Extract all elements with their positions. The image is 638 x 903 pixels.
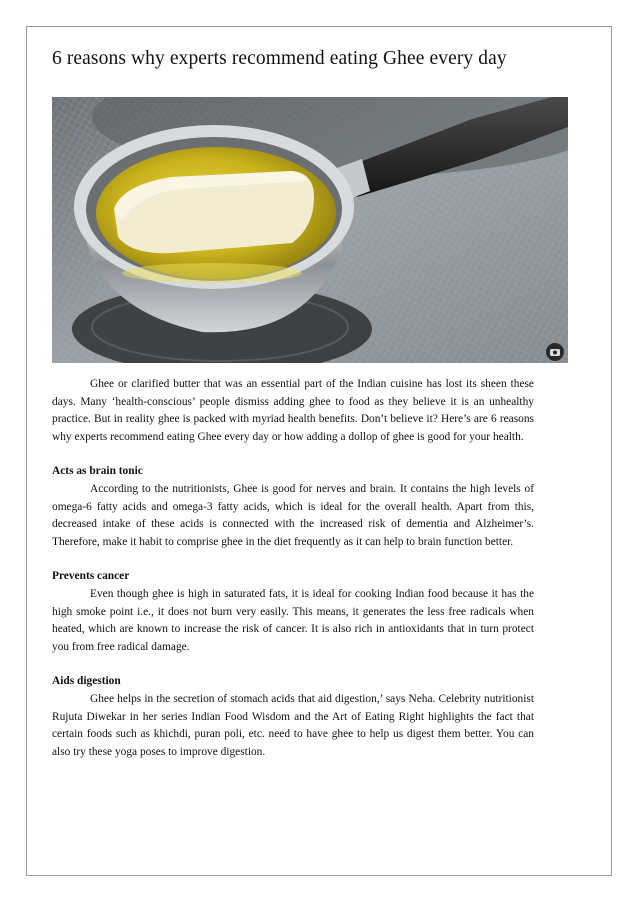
section-body-brain-tonic: According to the nutritionists, Ghee is good for nerves and brain. It contains the high levels of omega-6 fatty acids and omega-3 fatty acids, which is ideal for the overall health. Apart from this, decreased intake of these acids is connected with the increased risk of dementia and Alzheimer’s. Therefore, make it habit to comprise ghee in the diet frequently as it can help to brain function better.: [52, 482, 534, 548]
section-heading-prevents-cancer: Prevents cancer: [52, 570, 130, 583]
document-header: [52, 48, 534, 70]
section-heading-aids-digestion: Aids digestion: [52, 675, 121, 688]
section-body-prevents-cancer: Even though ghee is high in saturated fats, it is ideal for cooking Indian food because it has the high smoke point i.e., it does not burn very easily. This means, it generates the less free radicals when heated, which are known to increase the risk of cancer. It is also rich in antioxidants that in turn protect you from free radical damage.: [52, 587, 534, 653]
article-body: [52, 376, 534, 761]
page-title: 6 reasons why experts recommend eating Ghee every day: [52, 48, 507, 69]
ghee-pan-photo: [52, 97, 568, 363]
section-heading-brain-tonic: Acts as brain tonic: [52, 465, 143, 478]
intro-paragraph: Ghee or clarified butter that was an essential part of the Indian cuisine has lost its sheen these days. Many ‘health-conscious’ people dismiss adding ghee to food as they believe it is an unhealthy practice. But in reality ghee is packed with myriad health benefits. Don’t believe it? Here’s are 6 reasons why experts recommend eating Ghee every day or how adding a dollop of ghee is good for your health.: [52, 378, 534, 443]
section-body-aids-digestion: Ghee helps in the secretion of stomach acids that aid digestion,’ says Neha. Celebrity nutritionist Rujuta Diwekar in her series Indian Food Wisdom and the Art of Eating Right highlights the fact that certain foods such as khichdi, puran poli, etc. need to have ghee to help us digest them better. You can also try these yoga poses to improve digestion.: [52, 692, 534, 758]
ghee-pan-illustration: [52, 97, 568, 363]
